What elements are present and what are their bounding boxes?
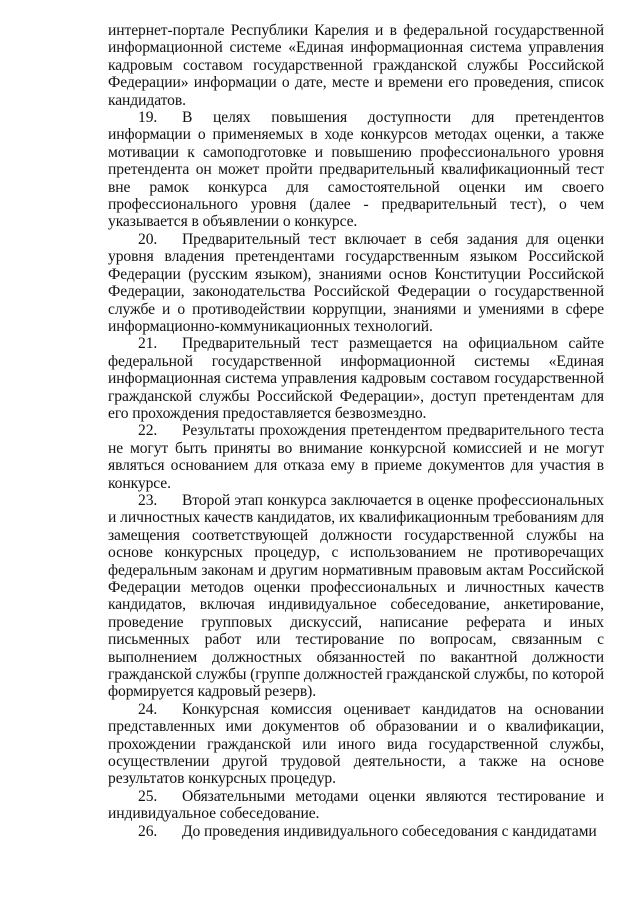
paragraph-number: 26.	[138, 822, 158, 840]
paragraph-number: 23.	[138, 491, 158, 509]
paragraph-number: 25.	[138, 787, 158, 805]
paragraph-19	[108, 109, 604, 231]
paragraph-number: 19.	[138, 109, 158, 127]
paragraph-20	[108, 231, 604, 335]
paragraph-text: Конкурсная комиссия оценивает кандидатов на основании представленных ими документов об образовании и о квалификации, прохождении гражданской или иного вида государственной службы, осуществлении другой трудовой деятельности, а также на основе результатов конкурсных процедур.	[108, 700, 604, 788]
paragraph-text: Предварительный тест размещается на официальном сайте федеральной государственной информационной системы «Единая информационная система управления кадровым составом государственной гражданской службы Российской Федерации», доступ претендентам для его прохождения предоставляется безвозмездно.	[108, 335, 604, 422]
paragraph-text: До проведения индивидуального собеседования с кандидатами	[182, 822, 597, 840]
paragraph-25	[108, 788, 604, 823]
paragraph-number: 21.	[138, 335, 158, 353]
paragraph-22	[108, 422, 604, 492]
paragraph-21	[108, 335, 604, 422]
paragraph-text: Второй этап конкурса заключается в оценке профессиональных и личностных качеств кандидатов, их квалификационным требованиям для замещения соответствующей должности государственной службы на основе конкурсных процедур, с использованием не противоречащих федеральным законам и другим нормативным правовым актам Российской Федерации методов оценки профессиональных и личностных качеств кандидатов, включая индивидуальное собеседование, анкетирование, проведение групповых дискуссий, написание реферата и иных письменных работ или тестирование по вопросам, связанным с выполнением должностных обязанностей по вакантной должности гражданской службы (группе должностей гражданской службы, по которой формируется кадровый резерв).	[108, 491, 604, 701]
paragraph-23	[108, 492, 604, 701]
paragraph-text: интернет-портале Республики Карелия и в федеральной государственной информационной системе «Единая информационная система управления кадровым составом государственной гражданской службы Российской Федерации» информации о дате, месте и времени его проведения, список кандидатов.	[108, 22, 604, 109]
paragraph-text: Результаты прохождения претендентом предварительного теста не могут быть приняты во внимание конкурсной комиссией и не могут являться основанием для отказа ему в приеме документов для участия в конкурсе.	[108, 422, 604, 492]
paragraph-24	[108, 701, 604, 788]
paragraph-text: В целях повышения доступности для претендентов информации о применяемых в ходе конкурсов методах оценки, а также мотивации к самоподготовке и повышению профессионального уровня претендента он может пройти предварительный квалификационный тест вне рамок конкурса для самостоятельной оценки им своего профессионального уровня (далее - предварительный тест), о чем указывается в объявлении о конкурсе.	[108, 109, 604, 231]
paragraph-text: Обязательными методами оценки являются тестирование и индивидуальное собеседование.	[108, 787, 604, 823]
paragraph-26	[108, 823, 604, 840]
paragraph-number: 20.	[138, 230, 158, 248]
paragraph-continuation	[108, 22, 604, 109]
paragraph-number: 22.	[138, 422, 158, 440]
paragraph-number: 24.	[138, 700, 158, 718]
paragraph-text: Предварительный тест включает в себя задания для оценки уровня владения претендентами государственным языком Российской Федерации (русским языком), знаниями основ Конституции Российской Федерации, законодательства Российской Федерации о государственной службе и о противодействии коррупции, знаниями и умениями в сфере информационно-коммуникационных технологий.	[108, 230, 604, 335]
